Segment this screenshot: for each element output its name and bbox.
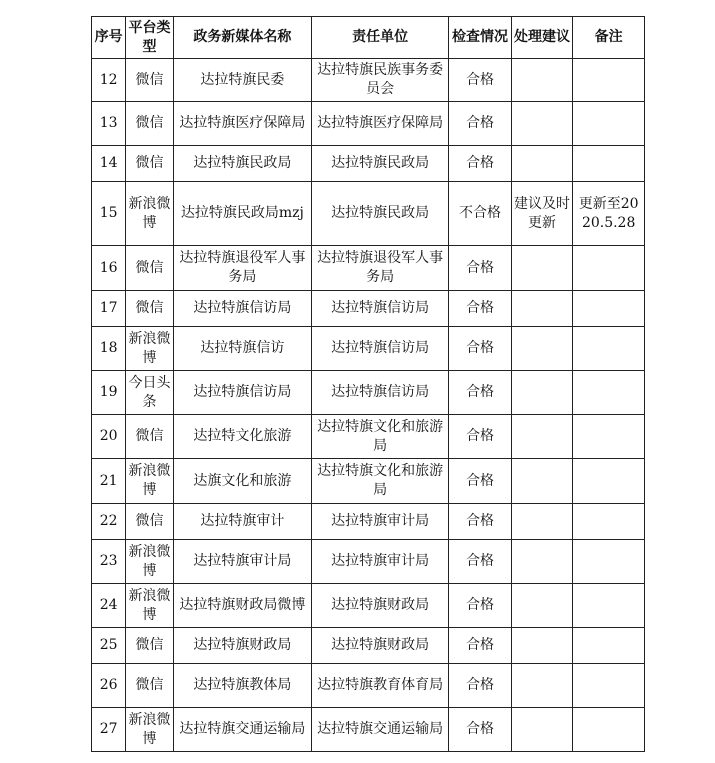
cell-serial-no: 12 — [92, 59, 126, 102]
cell-check-result: 合格 — [449, 327, 512, 371]
cell-responsible-unit: 达拉特旗退役军人事务局 — [311, 246, 448, 291]
cell-note — [573, 102, 645, 146]
cell-responsible-unit: 达拉特旗医疗保障局 — [311, 102, 448, 146]
cell-suggestion — [511, 415, 573, 459]
cell-suggestion — [511, 146, 573, 182]
table-row — [92, 246, 645, 291]
table-row — [92, 664, 645, 708]
cell-media-name: 达拉特旗财政局微博 — [173, 584, 311, 628]
cell-suggestion — [511, 584, 573, 628]
cell-note — [573, 664, 645, 708]
cell-platform-type: 微信 — [126, 246, 173, 291]
cell-check-result: 合格 — [449, 664, 512, 708]
cell-responsible-unit: 达拉特旗信访局 — [311, 327, 448, 371]
cell-serial-no: 21 — [92, 459, 126, 504]
cell-check-result: 合格 — [449, 584, 512, 628]
table-row — [92, 291, 645, 327]
cell-responsible-unit: 达拉特旗财政局 — [311, 584, 448, 628]
cell-platform-type: 微信 — [126, 628, 173, 664]
cell-platform-type: 微信 — [126, 664, 173, 708]
cell-responsible-unit: 达拉特旗审计局 — [311, 540, 448, 584]
cell-platform-type: 新浪微博 — [126, 459, 173, 504]
cell-responsible-unit: 达拉特旗教育体育局 — [311, 664, 448, 708]
cell-platform-type: 微信 — [126, 504, 173, 540]
cell-check-result: 合格 — [449, 59, 512, 102]
table-row — [92, 504, 645, 540]
cell-media-name: 达拉特旗医疗保障局 — [173, 102, 311, 146]
table-row — [92, 102, 645, 146]
cell-media-name: 达拉特旗民政局 — [173, 146, 311, 182]
cell-media-name: 达拉特旗信访 — [173, 327, 311, 371]
cell-serial-no: 20 — [92, 415, 126, 459]
cell-media-name: 达拉特旗退役军人事务局 — [173, 246, 311, 291]
cell-note — [573, 327, 645, 371]
cell-serial-no: 22 — [92, 504, 126, 540]
table-row — [92, 182, 645, 246]
cell-check-result: 合格 — [449, 540, 512, 584]
cell-media-name: 达旗文化和旅游 — [173, 459, 311, 504]
cell-suggestion — [511, 504, 573, 540]
cell-note — [573, 291, 645, 327]
cell-media-name: 达拉特旗财政局 — [173, 628, 311, 664]
header-check-result: 检查情况 — [449, 17, 512, 59]
table-row — [92, 327, 645, 371]
cell-note — [573, 415, 645, 459]
cell-check-result: 合格 — [449, 415, 512, 459]
table-row — [92, 708, 645, 752]
table-body — [92, 59, 645, 752]
cell-serial-no: 19 — [92, 371, 126, 415]
cell-responsible-unit: 达拉特旗民族事务委员会 — [311, 59, 448, 102]
cell-serial-no: 13 — [92, 102, 126, 146]
cell-check-result: 合格 — [449, 504, 512, 540]
cell-suggestion — [511, 291, 573, 327]
table-row — [92, 459, 645, 504]
cell-platform-type: 微信 — [126, 59, 173, 102]
cell-note — [573, 146, 645, 182]
cell-note — [573, 708, 645, 752]
cell-responsible-unit: 达拉特旗信访局 — [311, 371, 448, 415]
cell-suggestion — [511, 102, 573, 146]
cell-platform-type: 新浪微博 — [126, 584, 173, 628]
header-platform-type: 平台类型 — [126, 17, 173, 59]
header-row — [92, 17, 645, 59]
cell-platform-type: 新浪微博 — [126, 540, 173, 584]
cell-serial-no: 15 — [92, 182, 126, 246]
cell-note — [573, 628, 645, 664]
cell-serial-no: 14 — [92, 146, 126, 182]
cell-note — [573, 246, 645, 291]
header-suggestion: 处理建议 — [511, 17, 573, 59]
cell-note — [573, 584, 645, 628]
table-row — [92, 371, 645, 415]
cell-responsible-unit: 达拉特旗民政局 — [311, 146, 448, 182]
cell-media-name: 达拉特旗教体局 — [173, 664, 311, 708]
cell-platform-type: 新浪微博 — [126, 708, 173, 752]
cell-serial-no: 27 — [92, 708, 126, 752]
cell-platform-type: 微信 — [126, 146, 173, 182]
cell-check-result: 合格 — [449, 146, 512, 182]
cell-serial-no: 23 — [92, 540, 126, 584]
cell-suggestion — [511, 628, 573, 664]
cell-serial-no: 24 — [92, 584, 126, 628]
cell-responsible-unit: 达拉特旗文化和旅游局 — [311, 415, 448, 459]
table-row — [92, 540, 645, 584]
cell-note: 更新至2020.5.28 — [573, 182, 645, 246]
cell-responsible-unit: 达拉特旗文化和旅游局 — [311, 459, 448, 504]
cell-platform-type: 新浪微博 — [126, 327, 173, 371]
cell-platform-type: 新浪微博 — [126, 182, 173, 246]
cell-media-name: 达拉特旗信访局 — [173, 371, 311, 415]
cell-media-name: 达拉特旗审计局 — [173, 540, 311, 584]
cell-serial-no: 16 — [92, 246, 126, 291]
cell-media-name: 达拉特旗信访局 — [173, 291, 311, 327]
table-row — [92, 415, 645, 459]
cell-note — [573, 371, 645, 415]
table-row — [92, 584, 645, 628]
cell-responsible-unit: 达拉特旗信访局 — [311, 291, 448, 327]
cell-media-name: 达拉特旗交通运输局 — [173, 708, 311, 752]
cell-media-name: 达拉特旗审计 — [173, 504, 311, 540]
cell-check-result: 不合格 — [449, 182, 512, 246]
cell-media-name: 达拉特旗民委 — [173, 59, 311, 102]
cell-suggestion — [511, 59, 573, 102]
cell-responsible-unit: 达拉特旗交通运输局 — [311, 708, 448, 752]
cell-check-result: 合格 — [449, 102, 512, 146]
cell-suggestion — [511, 540, 573, 584]
cell-check-result: 合格 — [449, 459, 512, 504]
header-responsible-unit: 责任单位 — [311, 17, 448, 59]
cell-serial-no: 17 — [92, 291, 126, 327]
cell-suggestion — [511, 664, 573, 708]
inspection-table — [91, 16, 645, 752]
table-row — [92, 628, 645, 664]
cell-suggestion — [511, 327, 573, 371]
cell-check-result: 合格 — [449, 291, 512, 327]
cell-note — [573, 540, 645, 584]
cell-serial-no: 18 — [92, 327, 126, 371]
cell-check-result: 合格 — [449, 371, 512, 415]
header-note: 备注 — [573, 17, 645, 59]
header-media-name: 政务新媒体名称 — [173, 17, 311, 59]
cell-responsible-unit: 达拉特旗民政局 — [311, 182, 448, 246]
cell-note — [573, 59, 645, 102]
cell-platform-type: 微信 — [126, 415, 173, 459]
table-row — [92, 59, 645, 102]
cell-platform-type: 今日头条 — [126, 371, 173, 415]
cell-serial-no: 25 — [92, 628, 126, 664]
cell-suggestion — [511, 246, 573, 291]
cell-suggestion — [511, 459, 573, 504]
cell-serial-no: 26 — [92, 664, 126, 708]
cell-platform-type: 微信 — [126, 102, 173, 146]
cell-note — [573, 504, 645, 540]
table-row — [92, 146, 645, 182]
cell-suggestion — [511, 371, 573, 415]
cell-media-name: 达拉特旗民政局mzj — [173, 182, 311, 246]
cell-suggestion: 建议及时更新 — [511, 182, 573, 246]
cell-suggestion — [511, 708, 573, 752]
cell-responsible-unit: 达拉特旗审计局 — [311, 504, 448, 540]
cell-note — [573, 459, 645, 504]
cell-check-result: 合格 — [449, 708, 512, 752]
cell-platform-type: 微信 — [126, 291, 173, 327]
cell-responsible-unit: 达拉特旗财政局 — [311, 628, 448, 664]
header-serial-no: 序号 — [92, 17, 126, 59]
cell-check-result: 合格 — [449, 246, 512, 291]
cell-check-result: 合格 — [449, 628, 512, 664]
cell-media-name: 达拉特文化旅游 — [173, 415, 311, 459]
